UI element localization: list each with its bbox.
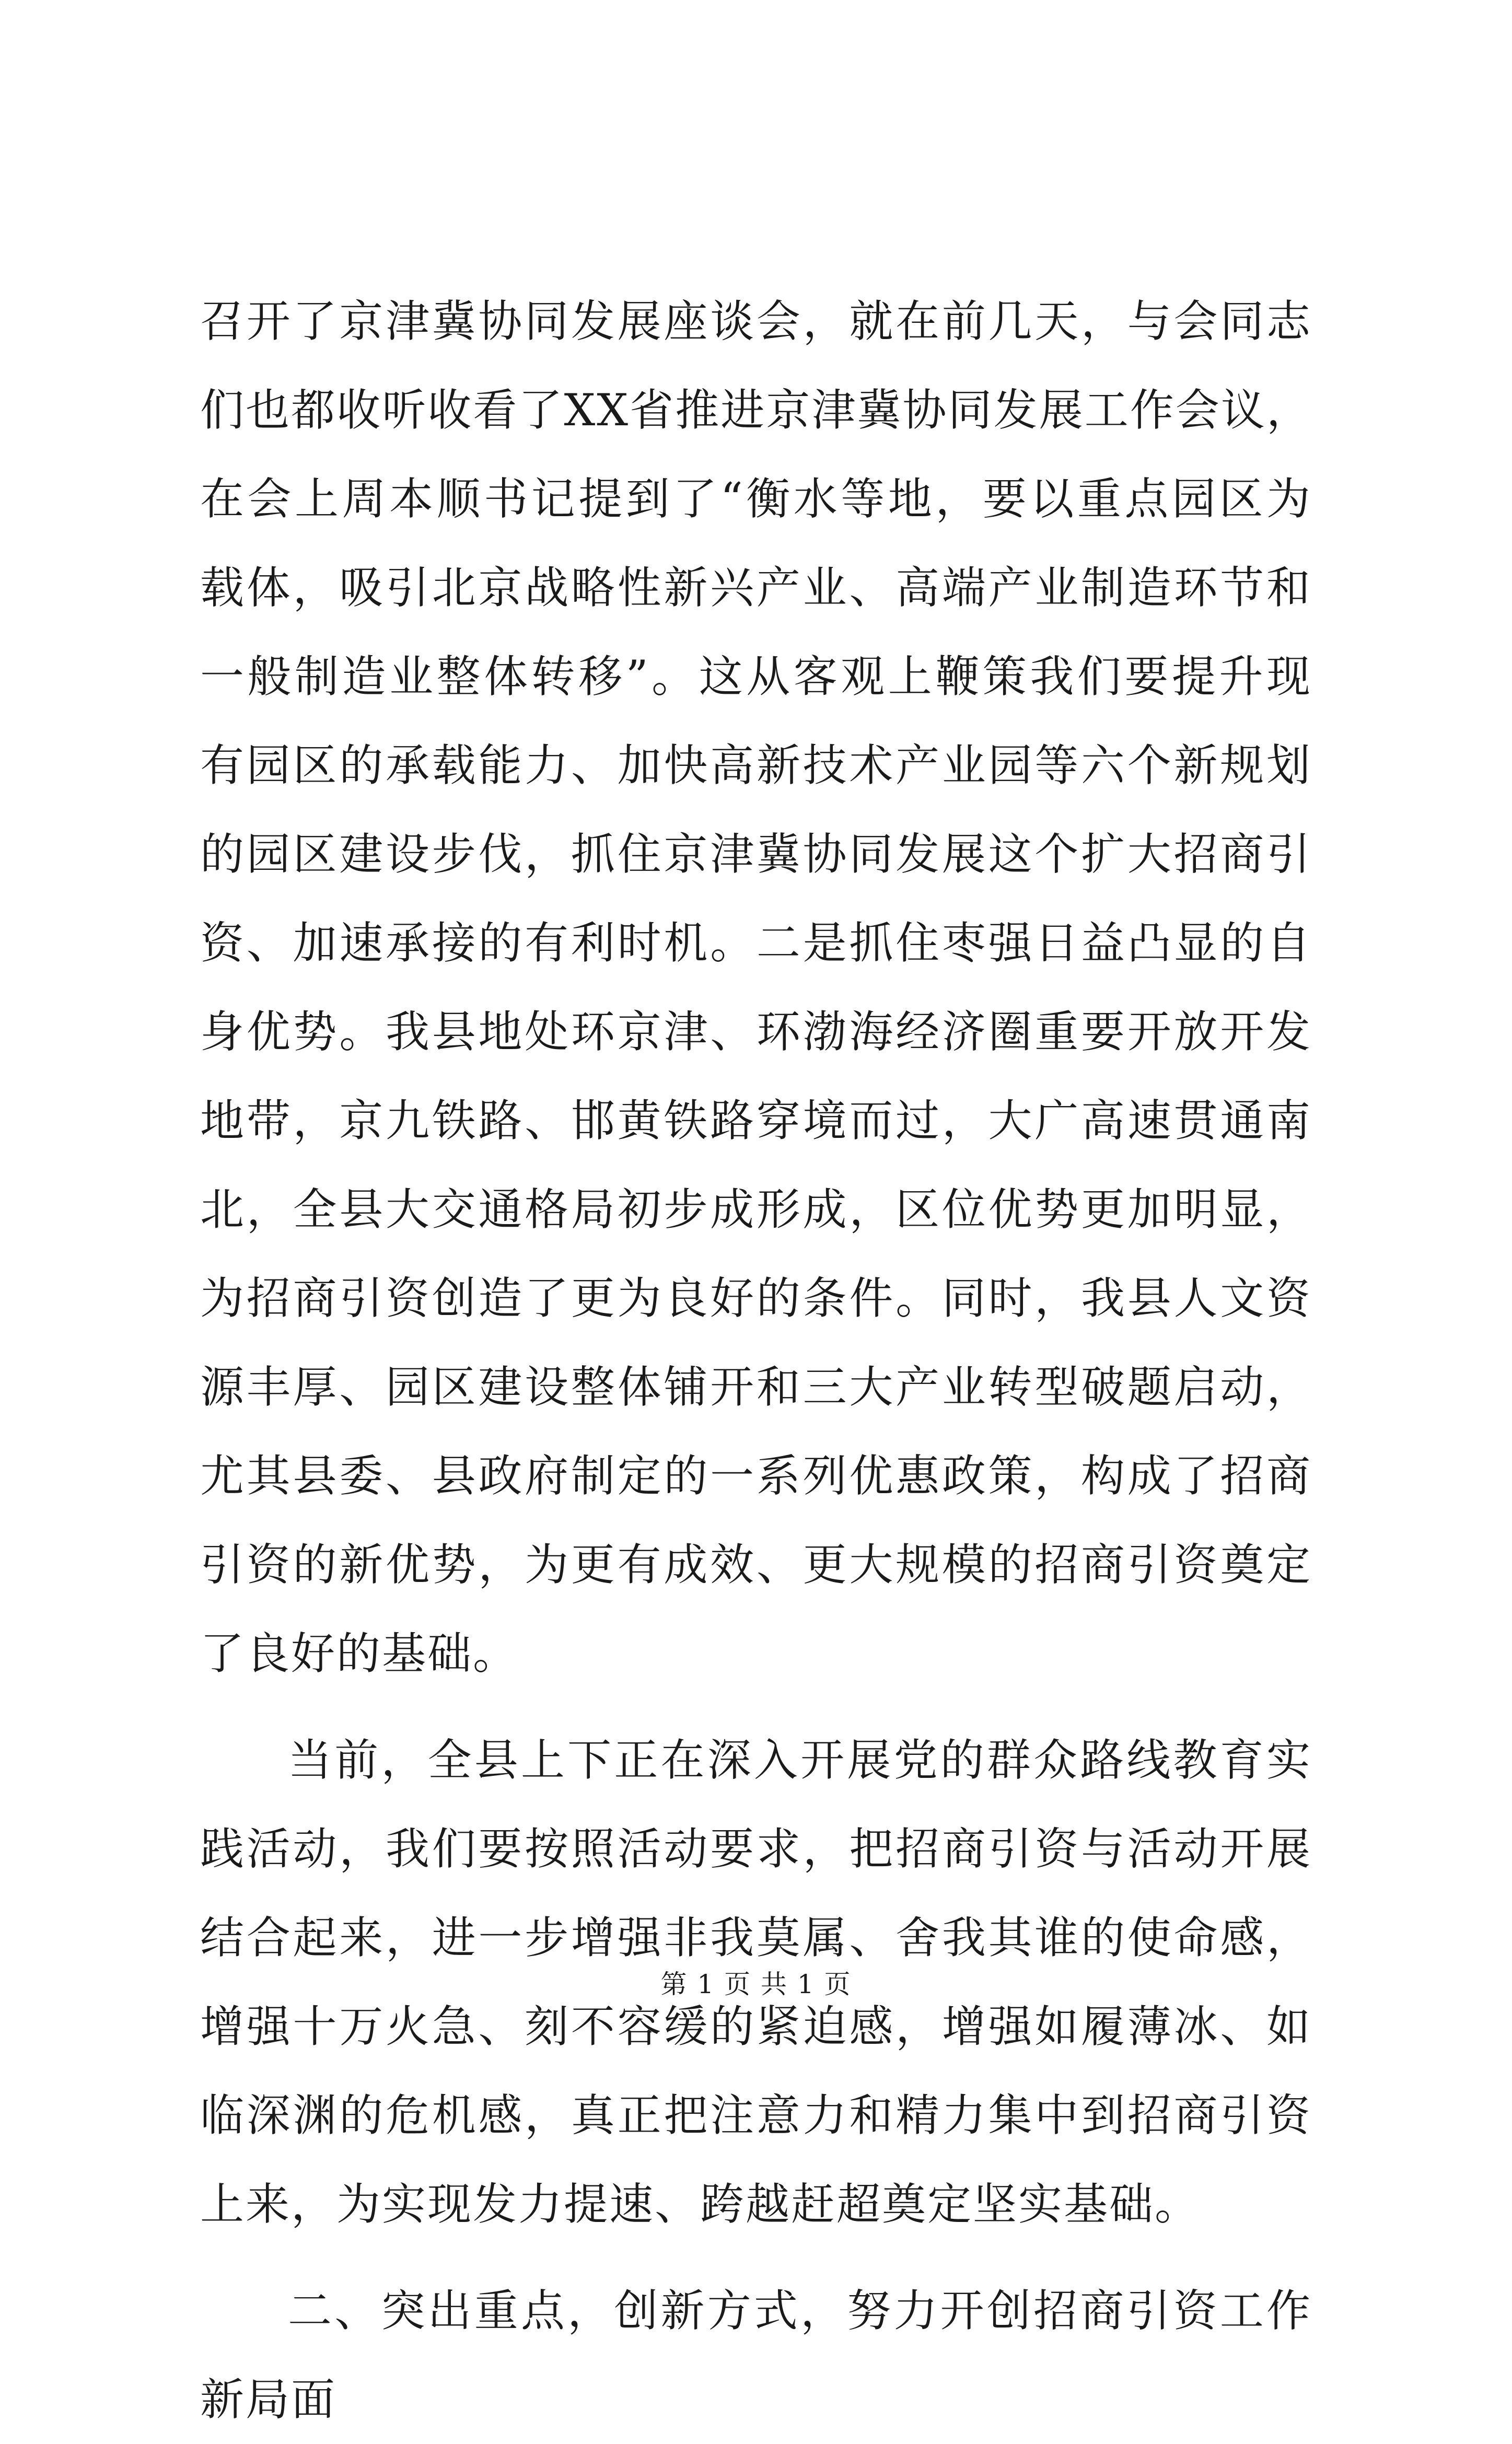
section-heading-two: 二、突出重点，创新方式，努力开创招商引资工作新局面 (200, 2285, 1312, 2425)
document-body (200, 277, 1312, 2444)
paragraph-continuation: 召开了京津冀协同发展座谈会，就在前几天，与会同志们也都收听收看了XX省推进京津冀协同发展工作会议，在会上周本顺书记提到了“衡水等地，要以重点园区为载体，吸引北京战略性新兴产业、高端产业制造环节和一般制造业整体转移”。这从客观上鞭策我们要提升现有园区的承载能力、加快高新技术产业园等六个新规划的园区建设步伐，抓住京津冀协同发展这个扩大招商引资、加速承接的有利时机。二是抓住枣强日益凸显的自身优势。我县地处环京津、环渤海经济圈重要开放开发地带，京九铁路、邯黄铁路穿境而过，大广高速贯通南北，全县大交通格局初步成形成，区位优势更加明显，为招商引资创造了更为良好的条件。同时，我县人文资源丰厚、园区建设整体铺开和三大产业转型破题启动，尤其县委、县政府制定的一系列优惠政策，构成了招商引资的新优势，为更有成效、更大规模的招商引资奠定了良好的基础。 (200, 296, 1312, 1679)
paragraph-current-activity: 当前，全县上下正在深入开展党的群众路线教育实践活动，我们要按照活动要求，把招商引资与活动开展结合起来，进一步增强非我莫属、舍我其谁的使命感，增强十万火急、刻不容缓的紧迫感，增强如履薄冰、如临深渊的危机感，真正把注意力和精力集中到招商引资上来，为实现发力提速、跨越赶超奠定坚实基础。 (200, 1735, 1312, 2230)
page-footer: 第 1 页 共 1 页 (660, 1969, 852, 1999)
